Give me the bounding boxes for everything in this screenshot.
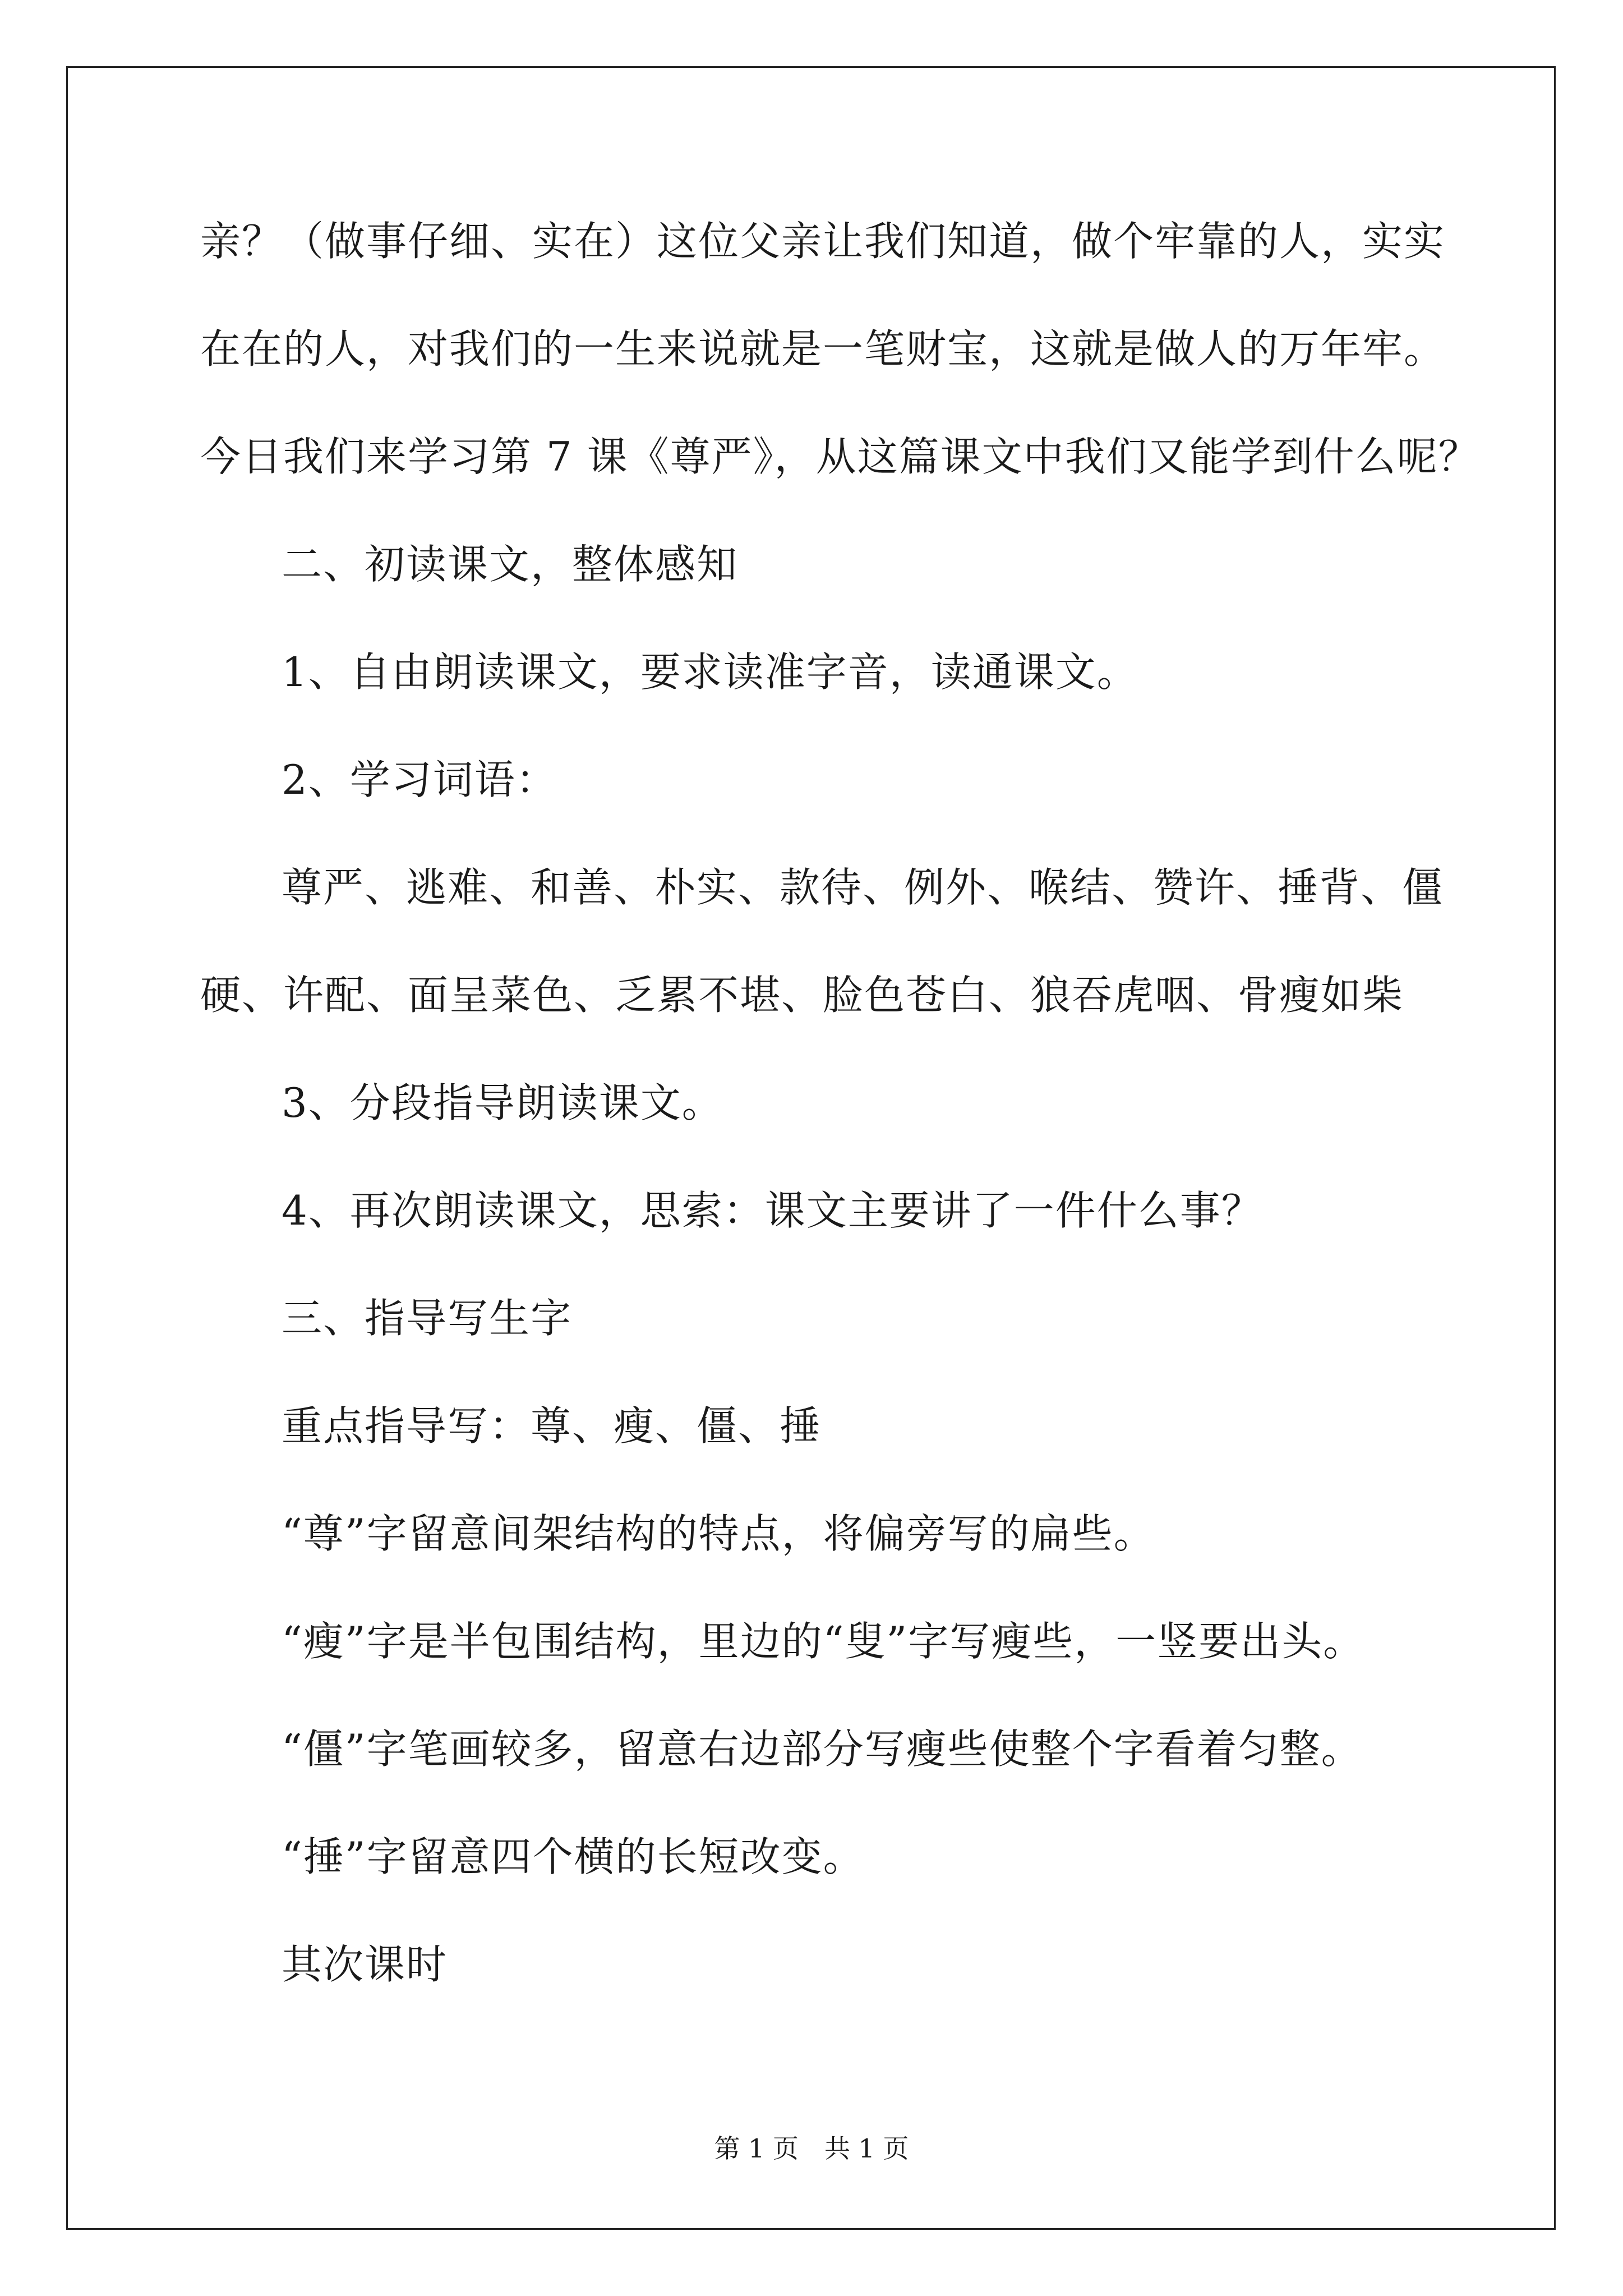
text-line: “尊”字留意间架结构的特点，将偏旁写的扁些。 bbox=[282, 1510, 1155, 1557]
text-line: 硬、许配、面呈菜色、乏累不堪、脸色苍白、狼吞虎咽、骨瘦如柴 bbox=[200, 972, 1404, 1019]
text-line: 今日我们来学习第 7 课《尊严》，从这篇课文中我们又能学到什么呢？ bbox=[200, 433, 1480, 480]
text-line: 4、再次朗读课文，思索：课文主要讲了一件什么事？ bbox=[282, 1187, 1263, 1234]
text-line: 在在的人，对我们的一生来说就是一笔财宝，这就是做人的万年牢。 bbox=[200, 325, 1446, 372]
section-heading: 其次课时 bbox=[282, 1941, 448, 1988]
text-line: 2、学习词语： bbox=[282, 756, 557, 803]
text-line: 亲？（做事仔细、实在）这位父亲让我们知道，做个牢靠的人，实实 bbox=[200, 218, 1446, 265]
section-heading: 二、初读课文，整体感知 bbox=[282, 541, 739, 588]
text-line: 重点指导写：尊、瘦、僵、捶 bbox=[282, 1402, 822, 1450]
text-line: “瘦”字是半包围结构，里边的“叟”字写瘦些，一竖要出头。 bbox=[282, 1618, 1365, 1665]
text-line: 1、自由朗读课文，要求读准字音，读通课文。 bbox=[282, 648, 1138, 696]
text-line: 3、分段指导朗读课文。 bbox=[282, 1079, 723, 1126]
section-heading: 三、指导写生字 bbox=[282, 1295, 573, 1342]
text-line: “僵”字笔画较多，留意右边部分写瘦些使整个字看着匀整。 bbox=[282, 1726, 1363, 1773]
page-number: 第 1 页 bbox=[714, 2133, 799, 2164]
page-footer bbox=[0, 2132, 1623, 2165]
document-body bbox=[200, 213, 1480, 2044]
text-line: “捶”字留意四个横的长短改变。 bbox=[282, 1833, 865, 1880]
text-line: 尊严、逃难、和善、朴实、款待、例外、喉结、赞许、捶背、僵 bbox=[282, 864, 1444, 911]
page-total: 共 1 页 bbox=[824, 2133, 909, 2164]
